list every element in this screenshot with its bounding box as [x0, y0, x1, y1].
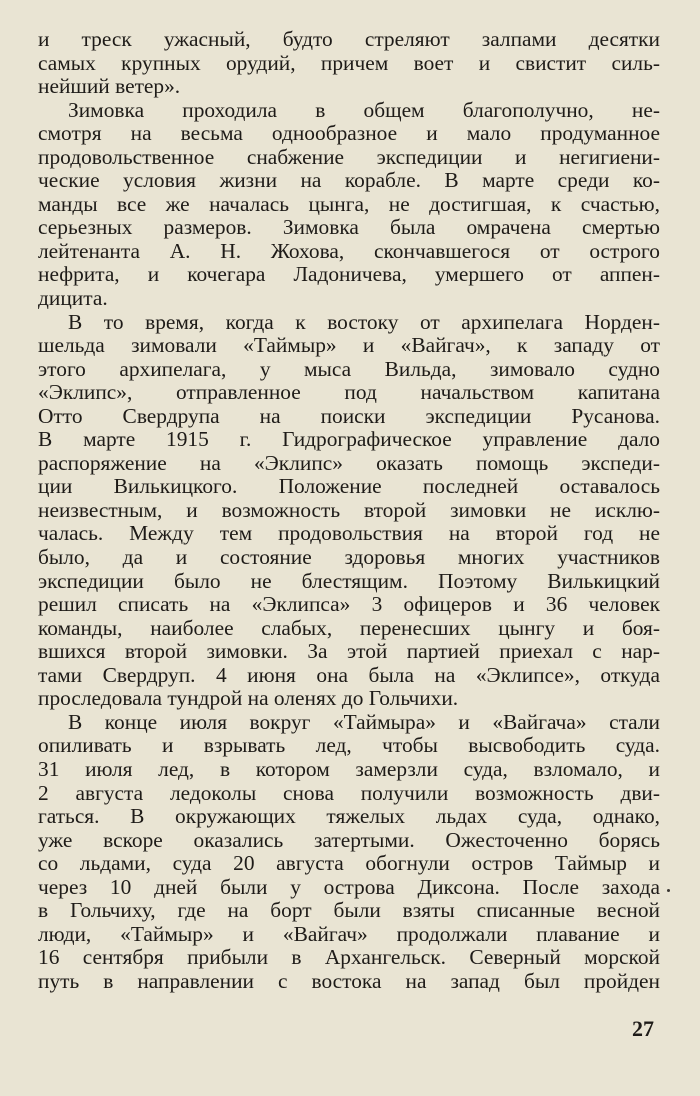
text-line: опиливать и взрывать лед, чтобы высвободить суда. — [38, 733, 660, 758]
text-line: В марте 1915 г. Гидрографическое управление дало — [38, 427, 660, 452]
text-line: команды, наиболее слабых, перенесших цынгу и боя- — [38, 615, 660, 640]
text-line: со льдами, суда 20 августа обогнули остров Таймыр и — [38, 851, 660, 876]
text-line: лейтенанта А. Н. Жохова, скончавшегося от острого — [38, 238, 660, 263]
text-line: дицита. — [38, 286, 108, 311]
text-line: в Гольчиху, где на борт были взяты списанные весной — [38, 898, 660, 923]
text-line: через 10 дней были у острова Диксона. После захода — [38, 874, 660, 899]
text-line: манды все же началась цынга, не достигшая, к счастью, — [38, 191, 660, 216]
text-line: 16 сентября прибыли в Архангельск. Северный морской — [38, 945, 660, 970]
text-line: люди, «Таймыр» и «Вайгач» продолжали плавание и — [38, 921, 660, 946]
text-line: «Эклипс», отправленное под начальством капитана — [38, 380, 660, 405]
text-line: ческие условия жизни на корабле. В марте среди ко- — [38, 168, 660, 193]
text-line: путь в направлении с востока на запад был пройден — [38, 968, 660, 993]
text-line: серьезных размеров. Зимовка была омрачена смертью — [38, 215, 660, 240]
text-line: Зимовка проходила в общем благополучно, не- — [68, 97, 660, 122]
text-line: проследовала тундрой на оленях до Гольчихи. — [38, 686, 459, 711]
text-line: смотря на весьма однообразное и мало продуманное — [38, 121, 660, 146]
paragraph — [38, 28, 660, 99]
print-speck — [667, 889, 670, 892]
text-line: 31 июля лед, в котором замерзли суда, взломало, и — [38, 756, 660, 781]
text-line: продовольственное снабжение экспедиции и негигиени- — [38, 144, 660, 169]
text-line: неизвестным, и возможность второй зимовки не исклю- — [38, 497, 660, 522]
text-line: экспедиции было не блестящим. Поэтому Вилькицкий — [38, 568, 660, 593]
text-line: и треск ужасный, будто стреляют залпами десятки — [38, 27, 660, 51]
text-line: тами Свердруп. 4 июня она была на «Эклипсе», откуда — [38, 662, 660, 687]
text-line: нейший ветер». — [38, 74, 181, 99]
paragraph — [38, 311, 660, 711]
text-line: гаться. В окружающих тяжелых льдах суда, однако, — [38, 804, 660, 829]
text-line: распоряжение на «Эклипс» оказать помощь экспеди- — [38, 450, 660, 475]
text-line: самых крупных орудий, причем воет и свистит силь- — [38, 50, 660, 75]
text-line: шельда зимовали «Таймыр» и «Вайгач», к западу от — [38, 333, 660, 358]
text-line: Отто Свердрупа на поиски экспедиции Русанова. — [38, 403, 660, 428]
text-line: В то время, когда к востоку от архипелага Норден- — [68, 309, 660, 334]
text-line: уже вскоре оказались затертыми. Ожесточенно борясь — [38, 827, 660, 852]
text-line: этого архипелага, у мыса Вильда, зимовало судно — [38, 356, 660, 381]
page-number: 27 — [632, 1016, 654, 1041]
text-line: решил списать на «Эклипса» 3 офицеров и 36 человек — [38, 592, 660, 617]
page-text — [38, 28, 660, 993]
paragraph — [38, 711, 660, 994]
text-line: В конце июля вокруг «Таймыра» и «Вайгача» стали — [68, 709, 660, 734]
text-line: нефрита, и кочегара Ладоничева, умершего от аппен- — [38, 262, 660, 287]
text-line: вшихся второй зимовки. За этой партией приехал с нар- — [38, 639, 660, 664]
text-line: 2 августа ледоколы снова получили возможность дви- — [38, 780, 660, 805]
paragraph — [38, 99, 660, 311]
text-line: было, да и состояние здоровья многих участников — [38, 545, 660, 570]
text-line: ции Вилькицкого. Положение последней оставалось — [38, 474, 660, 499]
text-line: чалась. Между тем продовольствия на второй год не — [38, 521, 660, 546]
